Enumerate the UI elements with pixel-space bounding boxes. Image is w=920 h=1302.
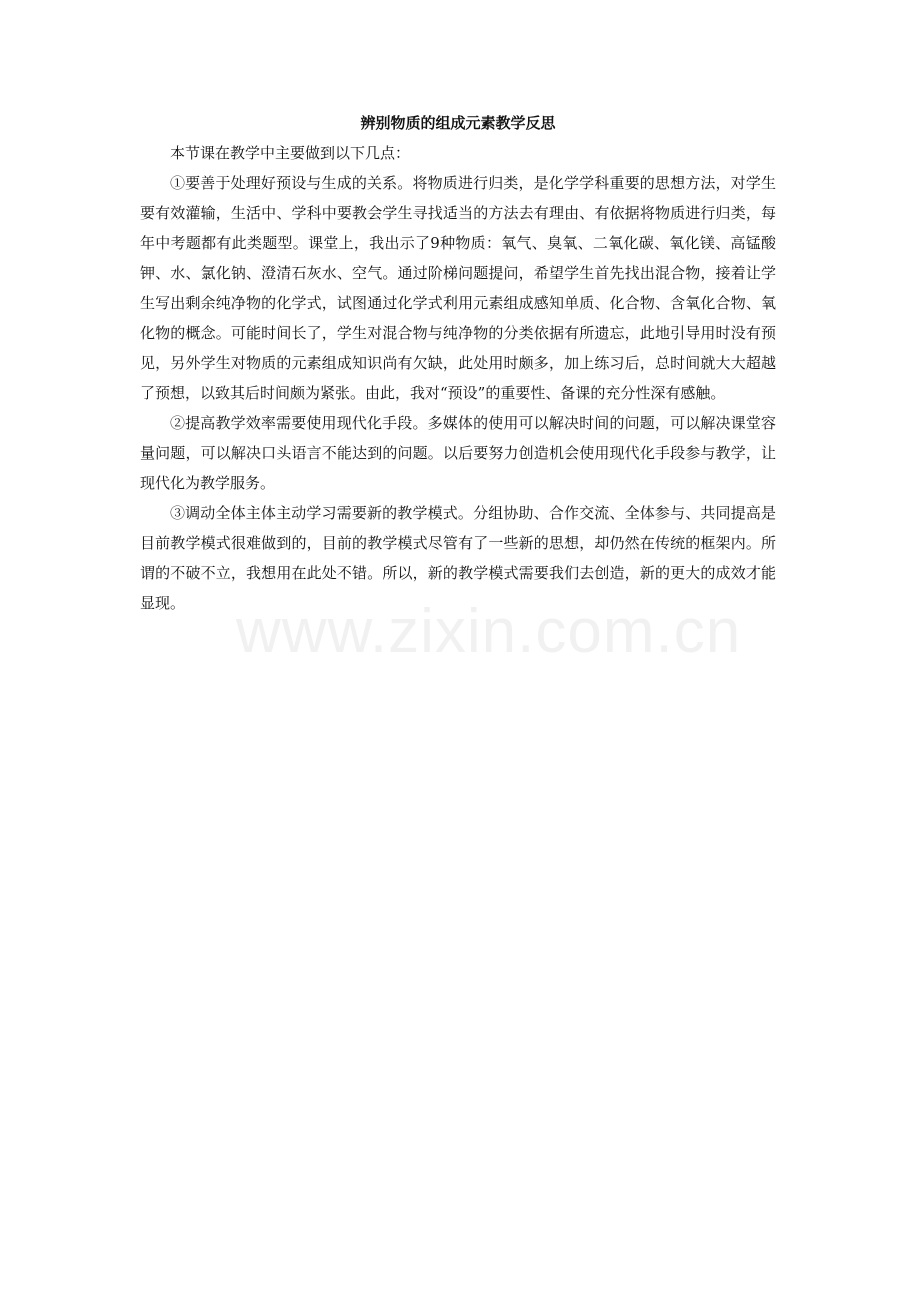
site-watermark: www.zixin.com.cn <box>236 597 742 666</box>
paragraph-point-1: ①要善于处理好预设与生成的关系。将物质进行归类，是化学学科重要的思想方法，对学生要有效灌输，生活中、学科中要教会学生寻找适当的方法去有理由、有依据将物质进行归类，每年中考题都有此类题型。课堂上，我出示了9种物质：氧气、臭氧、二氧化碳、氧化镁、高锰酸钾、水、氯化钠、澄清石灰水、空气。通过阶梯问题提问，希望学生首先找出混合物，接着让学生写出剩余纯净物的化学式，试图通过化学式利用元素组成感知单质、化合物、含氧化合物、氧化物的概念。可能时间长了，学生对混合物与纯净物的分类依据有所遗忘，此地引导用时没有预见，另外学生对物质的元素组成知识尚有欠缺，此处用时颇多，加上练习后，总时间就大大超越了预想，以致其后时间颇为紧张。由此，我对“预设”的重要性、备课的充分性深有感触。 <box>140 174 776 402</box>
paragraph-point-2: ②提高教学效率需要使用现代化手段。多媒体的使用可以解决时间的问题，可以解决课堂容量问题，可以解决口头语言不能达到的问题。以后要努力创造机会使用现代化手段参与教学，让现代化为教学服务。 <box>140 414 776 492</box>
document-title: 辨别物质的组成元素教学反思 <box>360 114 556 132</box>
document-body <box>140 108 776 618</box>
paragraph-point-3: ③调动全体主体主动学习需要新的教学模式。分组协助、合作交流、全体参与、共同提高是目前教学模式很难做到的，目前的教学模式尽管有了一些新的思想，却仍然在传统的框架内。所谓的不破不立，我想用在此处不错。所以，新的教学模式需要我们去创造，新的更大的成效才能显现。 <box>140 504 776 612</box>
intro-paragraph: 本节课在教学中主要做到以下几点： <box>170 144 411 162</box>
